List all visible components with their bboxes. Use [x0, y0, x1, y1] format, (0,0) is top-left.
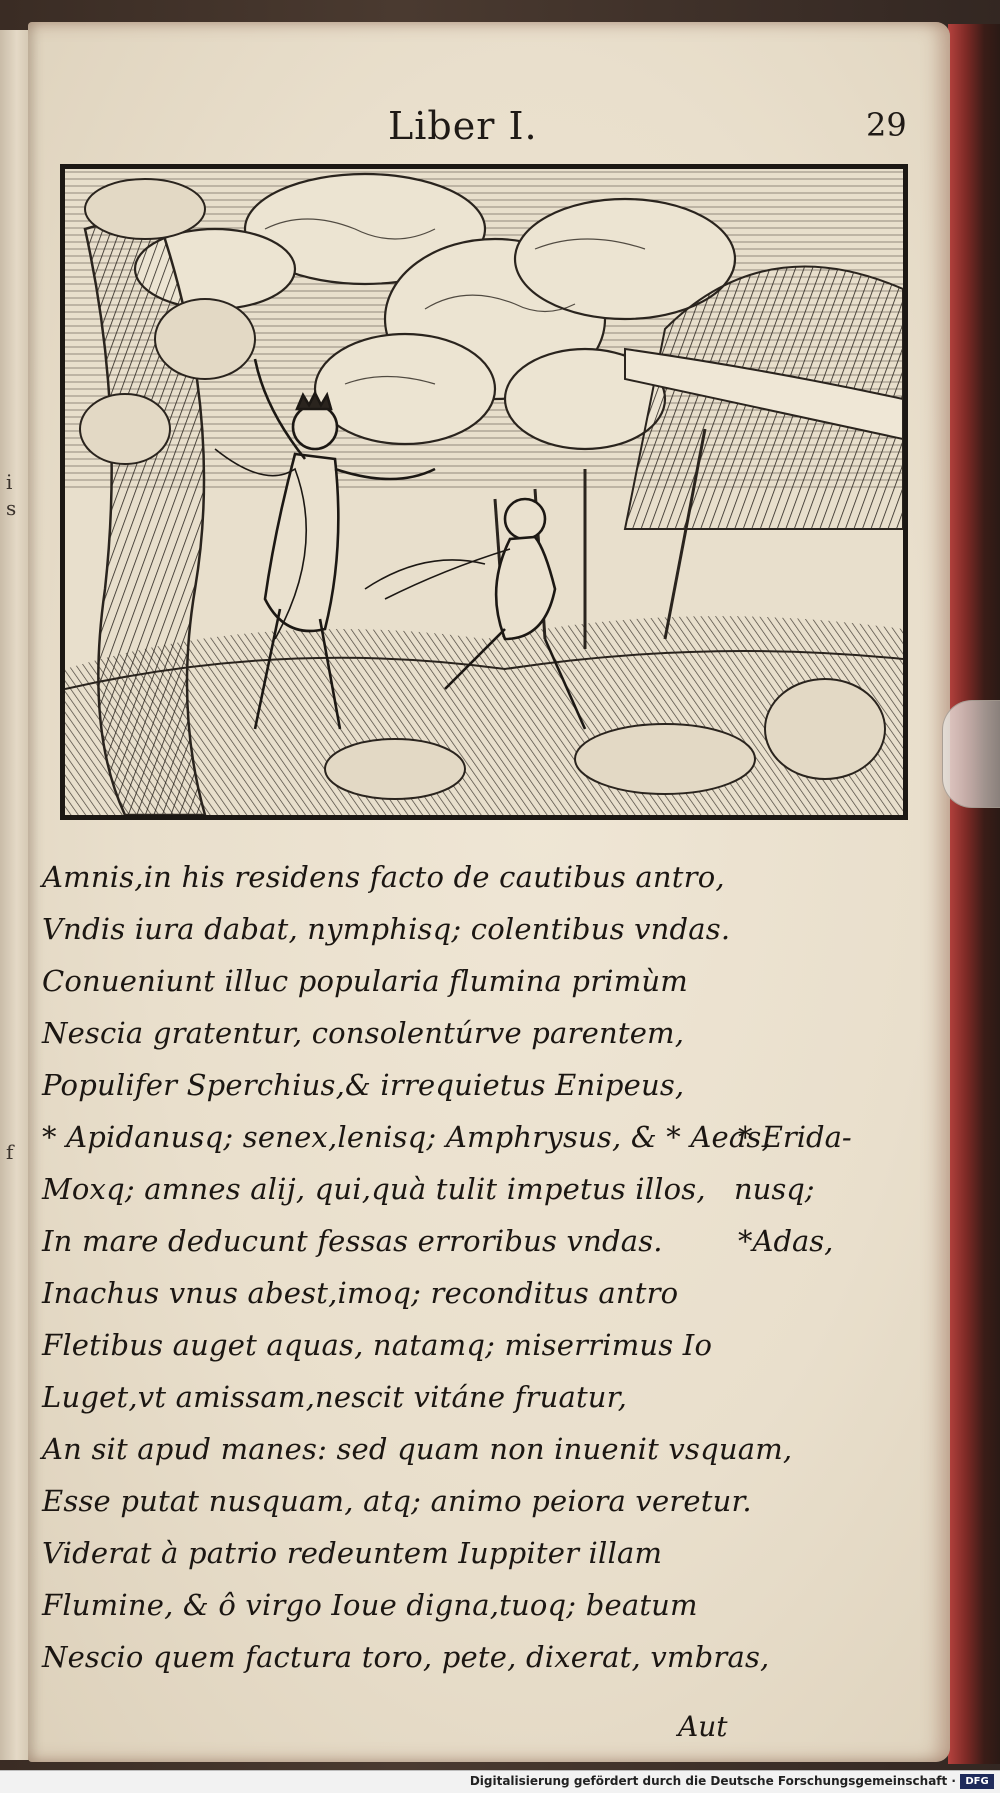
sliver-glyph: s	[6, 496, 17, 520]
verse-line: Flumine, & ô virgo Ioue digna,tuoq; beatum	[42, 1588, 698, 1622]
book-binding-edge	[948, 24, 1000, 1764]
verse-line: Amnis,in his residens facto de cautibus antro,	[42, 860, 725, 894]
digitization-credit-bar	[0, 1770, 1000, 1793]
verse-line: An sit apud manes: sed quam non inuenit vsquam,	[42, 1432, 793, 1466]
verse-line: Esse putat nusquam, atq; animo peiora veretur.	[42, 1484, 752, 1518]
running-head: Liber I.	[388, 104, 538, 148]
verse-line: Vndis iura dabat, nymphisq; colentibus vndas.	[42, 912, 731, 946]
catchword: Aut	[678, 1710, 728, 1743]
page-number: 29	[866, 106, 907, 144]
adjacent-page-edge	[0, 30, 29, 1760]
verse-line: Conueniunt illuc popularia flumina primùm	[42, 964, 689, 998]
sliver-glyph: f	[6, 1140, 14, 1164]
woodcut-drawing	[65, 169, 903, 815]
credit-text: Digitalisierung gefördert durch die Deutsche Forschungsgemeinschaft ·	[469, 1774, 956, 1788]
verse-line: In mare deducunt fessas erroribus vndas.	[42, 1224, 663, 1258]
margin-note-eridanus: * Erida-	[738, 1120, 852, 1154]
page-clip	[942, 700, 1000, 808]
verse-line: Moxq; amnes alij, qui,quà tulit impetus illos,	[42, 1172, 706, 1206]
woodcut-illustration	[60, 164, 908, 820]
dfg-logo: DFG	[960, 1774, 994, 1789]
verse-line: Fletibus auget aquas, natamq; miserrimus Io	[42, 1328, 713, 1362]
margin-note-eridanus-cont: nusq;	[734, 1172, 815, 1206]
verse-line: Populifer Sperchius,& irrequietus Enipeus,	[42, 1068, 685, 1102]
sliver-glyph: i	[6, 470, 13, 494]
verse-line: Nescia gratentur, consolentúrve parentem,	[42, 1016, 685, 1050]
verse-line: Luget,vt amissam,nescit vitáne fruatur,	[42, 1380, 627, 1414]
margin-note-adas: *Adas,	[738, 1224, 834, 1258]
verse-line: Viderat à patrio redeuntem Iuppiter illam	[42, 1536, 663, 1570]
verse-line: Inachus vnus abest,imoq; reconditus antro	[42, 1276, 679, 1310]
verse-line: Nescio quem factura toro, pete, dixerat, vmbras,	[42, 1640, 770, 1674]
verse-line: * Apidanusq; senex,lenisq; Amphrysus, & * Aeas,	[42, 1120, 771, 1154]
